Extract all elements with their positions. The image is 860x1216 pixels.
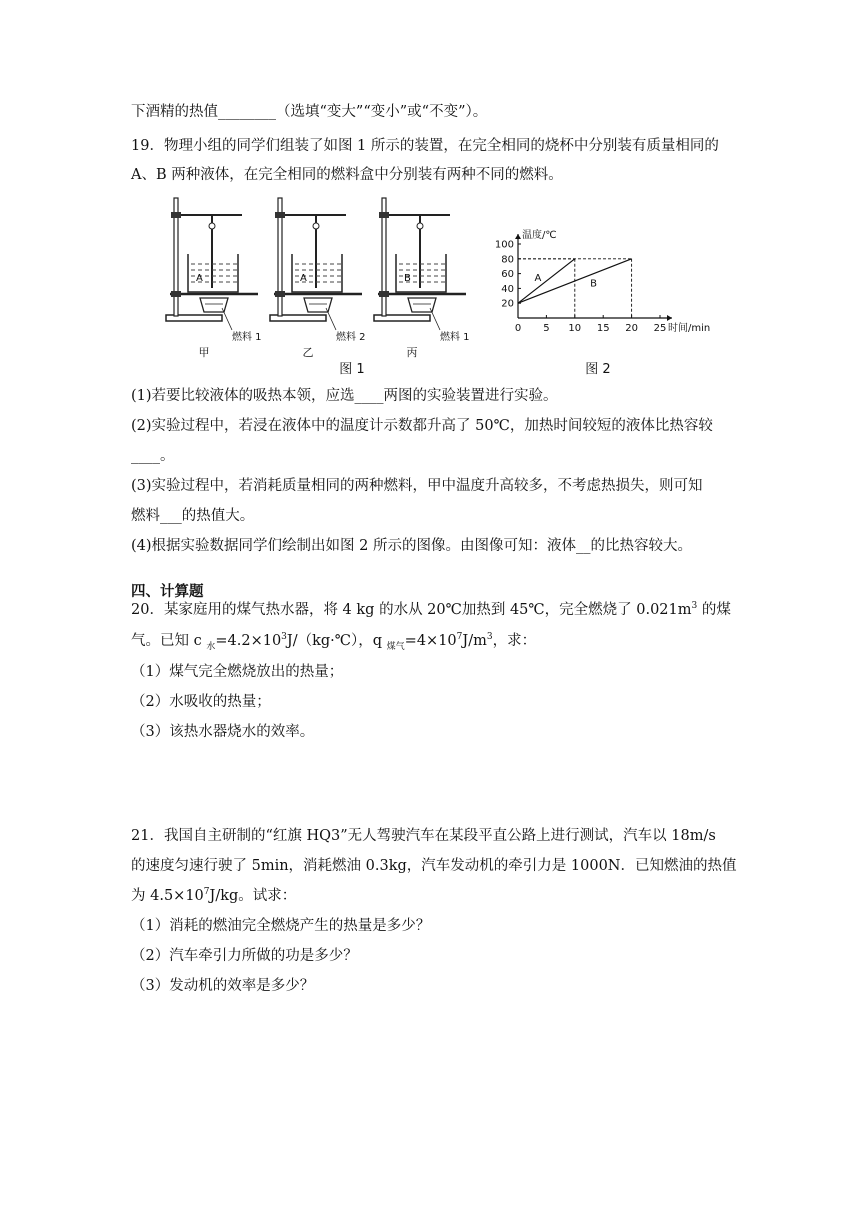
leader-line (222, 308, 232, 330)
thermometer-bulb (313, 223, 319, 229)
q20-given-2: =4.2×10 (215, 633, 282, 649)
q21-text-2: J/kg。试求： (209, 888, 297, 904)
question-21-sub-2: （2）汽车牵引力所做的功是多少？ (131, 948, 358, 964)
y-tick-label: 60 (501, 269, 514, 281)
question-21-line-1: 21．我国自主研制的“红旗 HQ3”无人驾驶汽车在某段平直公路上进行测试，汽车以 18m/s (131, 828, 716, 844)
question-19-line-2: A、B 两种液体，在完全相同的燃料盒中分别装有两种不同的燃料。 (131, 167, 563, 183)
q20-sup-3: 3 (281, 632, 287, 643)
question-21-sub-3: （3）发动机的效率是多少？ (131, 978, 315, 994)
text-line: 下酒精的热值________（选填“变大”“变小”或“不变”）。 (131, 104, 488, 120)
clamp-knob (379, 212, 389, 218)
y-tick-label: 80 (501, 254, 514, 266)
section-heading: 四、计算题 (131, 584, 204, 600)
q20-given-5: J/m (462, 633, 487, 649)
question-19-part-3-line-2: 燃料___的热值大。 (131, 508, 255, 524)
thermometer-bulb (417, 223, 423, 229)
question-19-part-2-line-1: (2)实验过程中，若浸在液体中的温度计示数都升高了 50℃，加热时间较短的液体比热容较 (131, 418, 713, 434)
q20-sup: 3 (691, 601, 698, 612)
y-tick-label: 20 (501, 298, 514, 310)
question-19-part-2-line-2: ____。 (131, 448, 175, 464)
apparatus-1 (166, 198, 262, 359)
x-axis-arrow (667, 315, 672, 321)
q21-text-1: 为 4.5×10 (131, 888, 204, 904)
figure-2-caption: 图 2 (585, 362, 611, 377)
q20-sub-gas: 煤气 (386, 641, 405, 652)
question-20-sub-3: （3）该热水器烧水的效率。 (131, 724, 315, 740)
q20-text: 20．某家庭用的煤气热水器，将 4 kg 的水从 20℃加热到 45℃，完全燃烧了 0.021m (131, 602, 692, 618)
x-tick-label: 15 (596, 323, 610, 334)
liquid-label: B (404, 273, 411, 284)
series-label-A: A (534, 273, 542, 285)
question-21-line-3 (131, 886, 296, 906)
question-20-sub-1: （1）煤气完全燃烧放出的热量； (131, 664, 344, 680)
question-21-sub-1: （1）消耗的燃油完全燃烧产生的热量是多少？ (131, 918, 431, 934)
apparatus-2 (270, 198, 366, 359)
series-label-B: B (590, 278, 598, 290)
apparatus-name: 乙 (302, 346, 314, 359)
q20-given-6: ，求： (492, 633, 537, 649)
q21-sup: 7 (203, 887, 210, 898)
question-19-part-1: (1)若要比较液体的吸热本领，应选____两图的实验装置进行实验。 (131, 388, 558, 404)
q20-given-3: J/（kg·℃），q (286, 633, 387, 649)
q20-sup-7: 7 (456, 632, 463, 643)
figure-apparatus-and-graph (160, 188, 740, 380)
y-axis-label: 温度/℃ (522, 230, 557, 241)
q20-given-1: 气。已知 c (131, 633, 207, 649)
clamp-knob (171, 212, 181, 218)
liquid-label: A (196, 273, 203, 284)
figure-1-caption: 图 1 (339, 362, 365, 377)
fuel-burner (200, 298, 228, 312)
x-tick-label: 5 (543, 323, 550, 334)
question-19-part-4: (4)根据实验数据同学们绘制出如图 2 所示的图像。由图像可知：液体__的比热容较大。 (131, 538, 692, 554)
x-tick-label: 0 (514, 323, 522, 334)
question-20-line-1 (131, 600, 731, 620)
x-tick-label: 25 (653, 323, 667, 334)
fuel-label: 燃料 1 (232, 332, 262, 343)
apparatus-name: 甲 (198, 346, 210, 359)
q20-given-4: =4×10 (404, 633, 457, 649)
fuel-burner (304, 298, 332, 312)
ring-clamp (275, 291, 285, 297)
ring-clamp (171, 291, 181, 297)
temperature-time-chart (495, 228, 710, 377)
question-20-sub-2: （2）水吸收的热量； (131, 694, 271, 710)
y-tick-label: 40 (501, 283, 514, 295)
question-19-part-3-line-1: (3)实验过程中，若消耗质量相同的两种燃料，甲中温度升高较多，不考虑热损失，则可知 (131, 478, 703, 494)
leader-line (430, 308, 440, 330)
leader-line (326, 308, 336, 330)
question-20-line-2 (131, 631, 536, 651)
q20-text-end: 的煤 (697, 602, 731, 618)
q20-sub-water: 水 (206, 641, 216, 652)
apparatus-name: 丙 (406, 346, 418, 359)
fuel-burner (408, 298, 436, 312)
x-axis-label: 时间/min (668, 323, 711, 334)
question-21-line-2: 的速度匀速行驶了 5min，消耗燃油 0.3kg，汽车发动机的牵引力是 1000N．已知燃油的热值 (131, 858, 737, 874)
ring-clamp (379, 291, 389, 297)
liquid-label: A (300, 273, 307, 284)
fuel-label: 燃料 1 (440, 332, 470, 343)
fuel-label: 燃料 2 (336, 332, 366, 343)
y-axis-arrow (515, 234, 521, 239)
y-tick-label: 100 (494, 239, 514, 251)
apparatus-3 (374, 198, 470, 359)
thermometer-bulb (209, 223, 215, 229)
x-tick-label: 10 (568, 323, 582, 334)
q20-sup-m3: 3 (486, 632, 493, 643)
clamp-knob (275, 212, 285, 218)
question-19-line-1: 19．物理小组的同学们组装了如图 1 所示的装置，在完全相同的烧杯中分别装有质量相同的 (131, 138, 719, 154)
x-tick-label: 20 (625, 323, 638, 334)
series-line-A (518, 259, 575, 303)
